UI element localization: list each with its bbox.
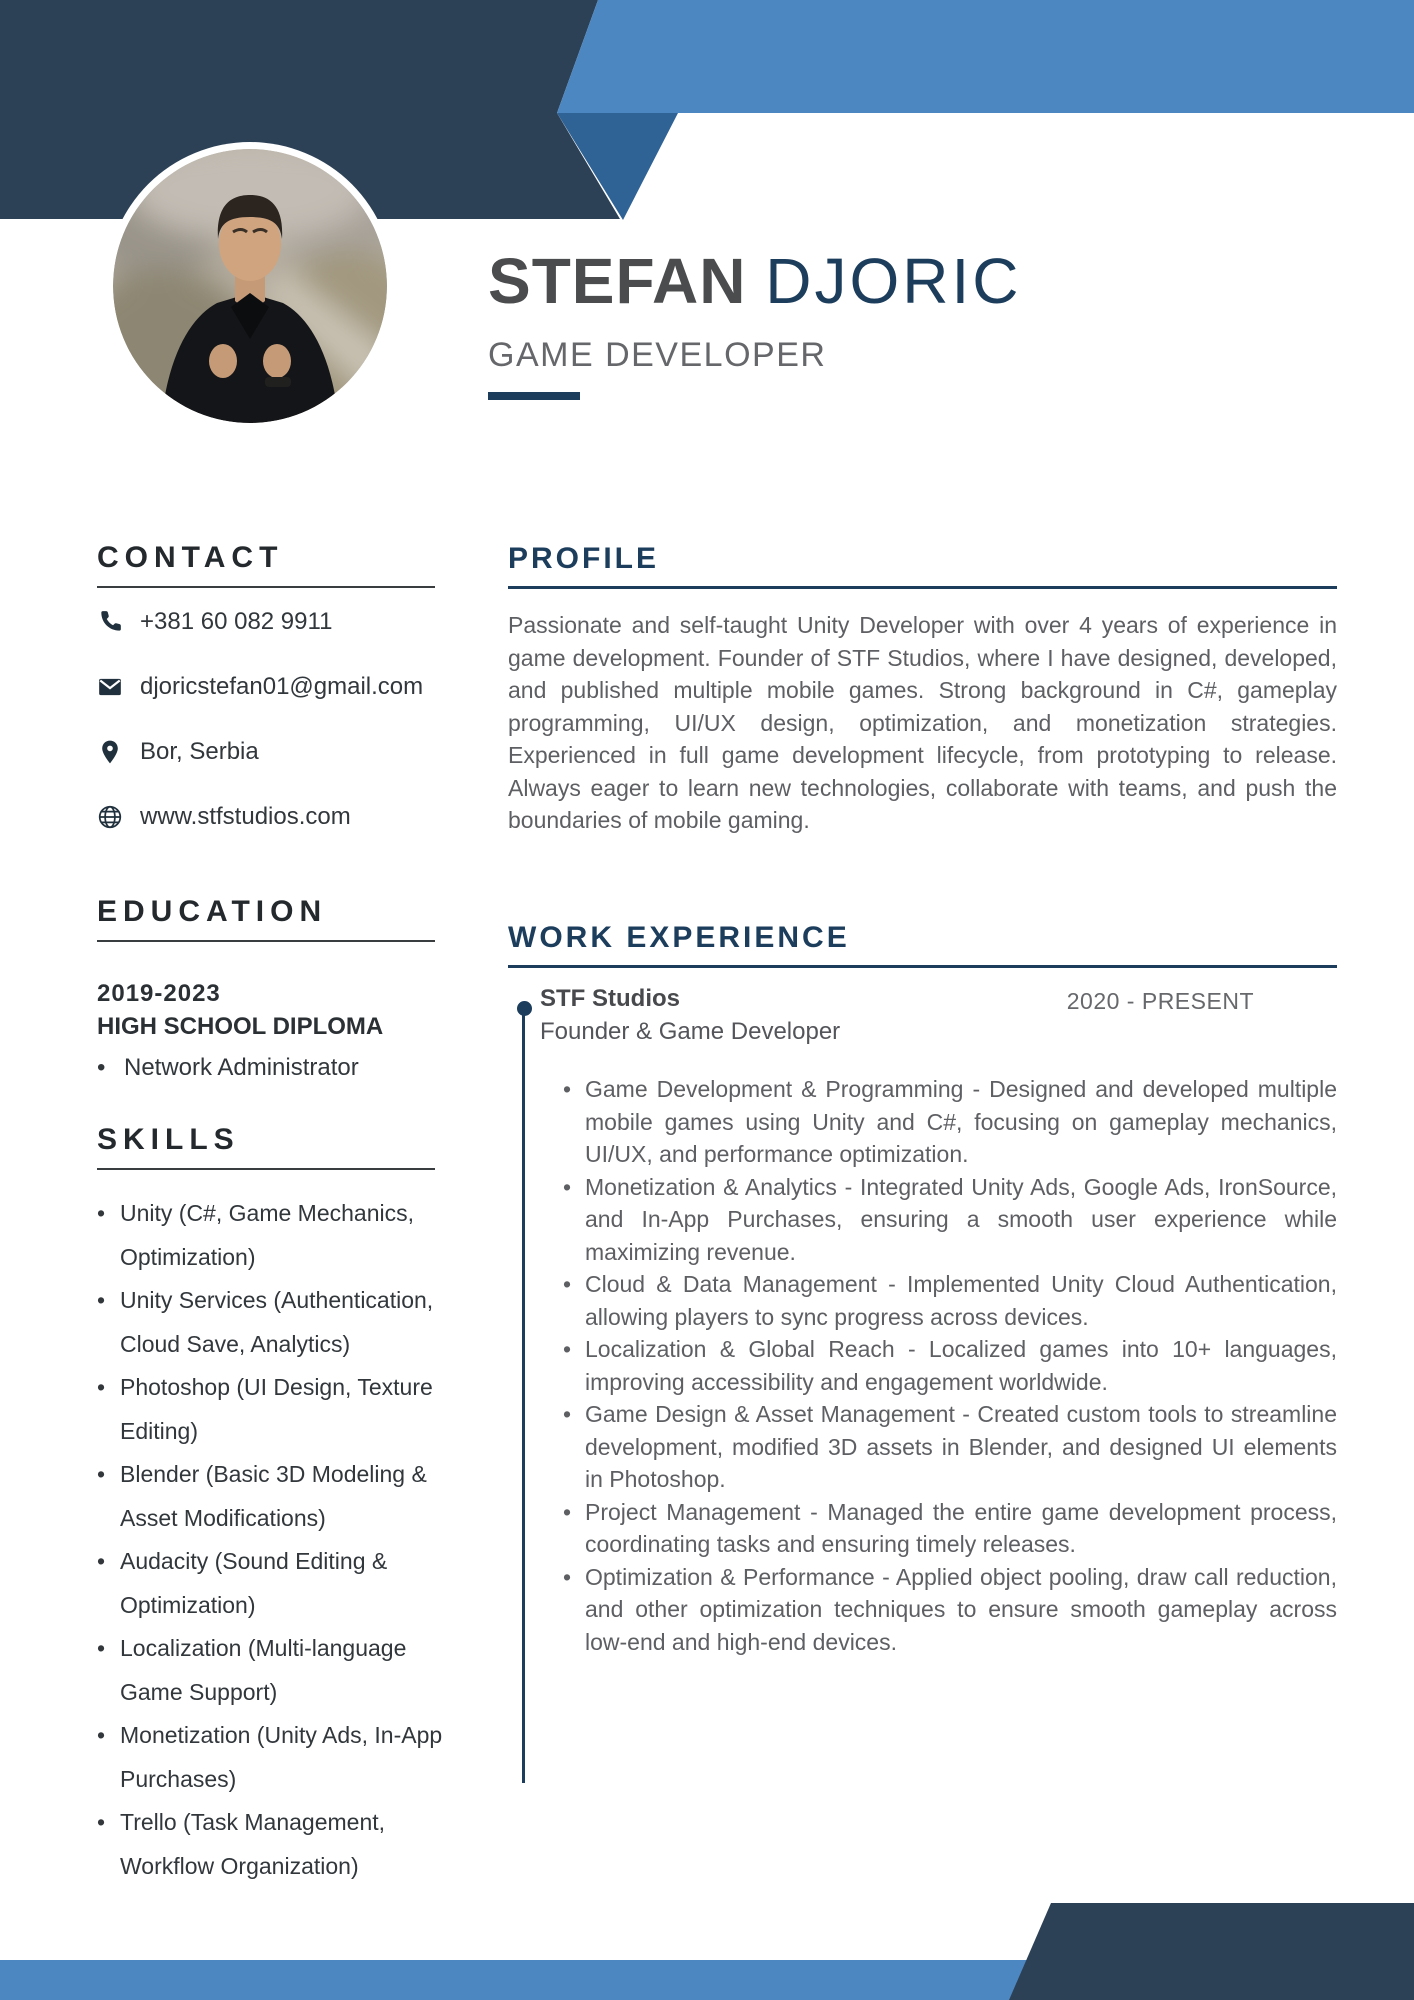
title-underline (488, 392, 580, 400)
skill-item: • Audacity (Sound Editing & Optimization) (97, 1540, 457, 1627)
contact-section (97, 541, 437, 867)
skills-heading: SKILLS (97, 1123, 240, 1156)
profile-heading: PROFILE (508, 542, 660, 575)
experience-bullet: • Project Management - Managed the entire game development process, coordinating tasks and ensuring timely releases. (508, 1496, 1337, 1561)
job-title: GAME DEVELOPER (488, 336, 827, 374)
work-experience-section (508, 921, 1337, 1658)
location-text: Bor, Serbia (140, 738, 259, 765)
first-name: STEFAN (488, 245, 747, 317)
experience-bullet: • Cloud & Data Management - Implemented Unity Cloud Authentication, allowing players to sync progress across devices. (508, 1268, 1337, 1333)
skill-item: • Unity (C#, Game Mechanics, Optimization) (97, 1192, 457, 1279)
job-bullet-list (508, 1073, 1337, 1658)
globe-icon (97, 804, 123, 830)
email-address: djoricstefan01@gmail.com (140, 673, 424, 700)
education-section (97, 895, 437, 1083)
work-experience-heading: WORK EXPERIENCE (508, 921, 850, 954)
education-divider (97, 940, 435, 942)
experience-bullet: • Localization & Global Reach - Localized games into 10+ languages, improving accessibility and engagement worldwide. (508, 1333, 1337, 1398)
profile-divider (508, 586, 1337, 589)
contact-item-email (97, 672, 437, 702)
employment-dates: 2020 - PRESENT (1066, 988, 1254, 1014)
job-header (508, 984, 1337, 1047)
phone-icon (97, 609, 123, 635)
job-entry (508, 984, 1337, 1658)
experience-bullet: • Game Design & Asset Management - Created custom tools to streamline development, modified 3D assets in Blender, and designed UI elements in Photoshop. (508, 1398, 1337, 1496)
profile-photo (106, 142, 394, 430)
education-detail: • Network Administrator (97, 1053, 437, 1083)
education-heading: EDUCATION (97, 895, 328, 928)
education-degree: HIGH SCHOOL DIPLOMA (97, 1013, 384, 1040)
skill-item: • Monetization (Unity Ads, In-App Purchases) (97, 1714, 457, 1801)
skill-item: • Trello (Task Management, Workflow Organization) (97, 1801, 457, 1888)
website-url: www.stfstudios.com (140, 803, 351, 830)
contact-item-location (97, 737, 437, 767)
last-name: DJORIC (765, 245, 1022, 317)
profile-photo-image (113, 149, 387, 423)
skills-section (97, 1123, 443, 1888)
contact-items (97, 607, 437, 832)
experience-bullet: • Optimization & Performance - Applied object pooling, draw call reduction, and other optimization techniques to ensure smooth gameplay across low-end and high-end devices. (508, 1561, 1337, 1659)
job-role: Founder & Game Developer (540, 1018, 841, 1045)
experience-bullet: • Game Development & Programming - Designed and developed multiple mobile games using Unity and C#, focusing on gameplay mechanics, UI/UX, and performance optimization. (508, 1073, 1337, 1171)
skill-item: • Localization (Multi-language Game Support) (97, 1627, 457, 1714)
timeline-dot (517, 1001, 532, 1016)
footer-decoration (0, 1870, 1414, 2000)
contact-heading: CONTACT (97, 541, 284, 574)
skill-item: • Blender (Basic 3D Modeling & Asset Modifications) (97, 1453, 457, 1540)
skills-divider (97, 1168, 435, 1170)
skill-item: • Unity Services (Authentication, Cloud Save, Analytics) (97, 1279, 457, 1366)
skill-item: • Photoshop (UI Design, Texture Editing) (97, 1366, 457, 1453)
profile-summary: Passionate and self-taught Unity Developer with over 4 years of experience in game development. Founder of STF Studios, where I have designed, developed, and published multiple mobile games. Strong background in C#, gameplay programming, UI/UX design, optimization, and monetization strategies. Experienced in full game development lifecycle, from prototyping to release. Always eager to learn new technologies, collaborate with teams, and push the boundaries of mobile gaming. (508, 612, 1337, 833)
timeline-line (522, 1015, 525, 1783)
envelope-icon (97, 674, 123, 700)
experience-bullet: • Monetization & Analytics - Integrated Unity Ads, Google Ads, IronSource, and In-App Purchases, ensuring a smooth user experience while maximizing revenue. (508, 1171, 1337, 1269)
location-pin-icon (97, 739, 123, 765)
person-name (488, 245, 1022, 317)
education-years: 2019-2023 (97, 980, 221, 1007)
phone-number: +381 60 082 9911 (140, 608, 333, 635)
contact-divider (97, 586, 435, 588)
work-experience-divider (508, 965, 1337, 968)
profile-section (508, 542, 1337, 860)
contact-item-website (97, 802, 437, 832)
skills-list (97, 1192, 457, 1888)
company-name: STF Studios (540, 985, 680, 1012)
contact-item-phone (97, 607, 437, 637)
name-block (488, 245, 1022, 400)
